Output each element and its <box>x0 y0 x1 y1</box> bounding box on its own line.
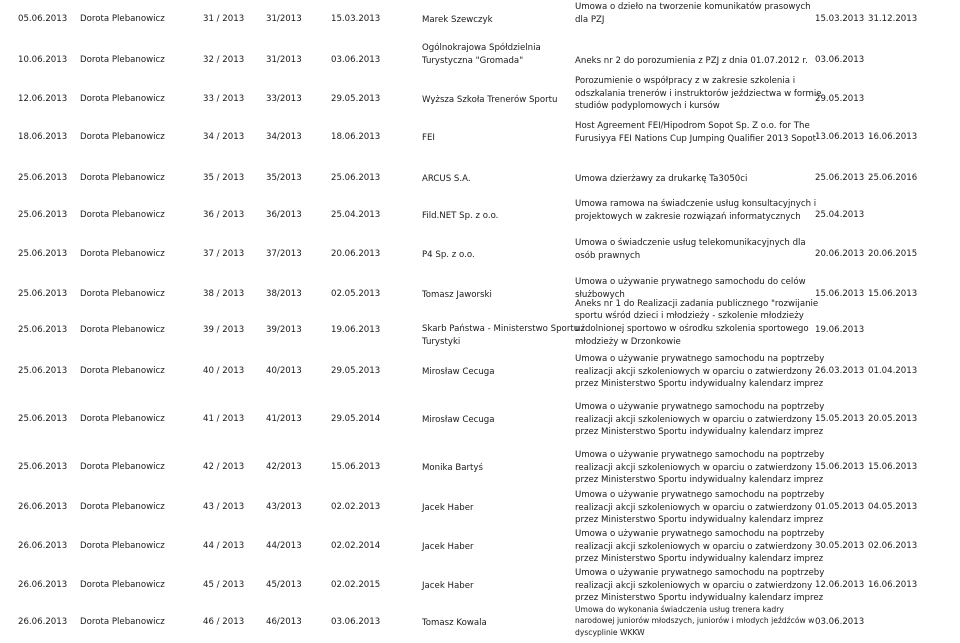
party-cell <box>422 462 483 475</box>
subject-cell-line: Umowa o używanie prywatnego samochodu do celów <box>575 277 806 288</box>
date-cell: 25.06.2013 <box>18 173 68 183</box>
valid-from-cell: 01.05.2013 <box>815 502 865 512</box>
subject-cell-line: służbowych <box>575 289 625 300</box>
person-cell: Dorota Plebanowicz <box>80 173 165 183</box>
party-cell-line: Tomasz Kowala <box>422 617 487 628</box>
date-cell: 26.06.2013 <box>18 541 68 551</box>
register-number-cell: 44/2013 <box>266 541 302 551</box>
signed-date-cell: 29.05.2013 <box>331 94 381 104</box>
valid-to-cell: 16.06.2013 <box>868 132 918 142</box>
subject-cell-line: studiów podyplomowych i kursów <box>575 101 720 112</box>
register-number-cell: 37/2013 <box>266 249 302 259</box>
date-cell: 25.06.2013 <box>18 366 68 376</box>
contract-number-cell: 36 / 2013 <box>203 210 245 220</box>
signed-date-cell: 15.06.2013 <box>331 462 381 472</box>
party-cell-line: Jacek Haber <box>422 502 474 513</box>
valid-from-cell: 26.03.2013 <box>815 366 865 376</box>
subject-cell <box>575 489 824 527</box>
valid-from-cell: 03.06.2013 <box>815 55 865 65</box>
valid-to-cell: 15.06.2013 <box>868 462 918 472</box>
subject-cell <box>575 75 822 113</box>
date-cell: 18.06.2013 <box>18 132 68 142</box>
subject-cell-line: Umowa o używanie prywatnego samochodu na poptrzeby <box>575 402 825 413</box>
subject-cell-line: przez Ministerstwo Sportu indywidualny kalendarz imprez <box>575 554 824 565</box>
person-cell: Dorota Plebanowicz <box>80 541 165 551</box>
register-number-cell: 43/2013 <box>266 502 302 512</box>
subject-cell-line: realizacji akcji szkoleniowych w oparciu o zatwierdzony <box>575 462 813 473</box>
subject-cell-line: Aneks nr 1 do Realizacji zadania publicznego "rozwijanie <box>575 298 819 309</box>
subject-cell <box>575 55 808 68</box>
subject-cell-line: Umowa o używanie prywatnego samochodu na poptrzeby <box>575 529 825 540</box>
subject-cell <box>575 449 824 487</box>
contract-number-cell: 32 / 2013 <box>203 55 245 65</box>
date-cell: 12.06.2013 <box>18 94 68 104</box>
person-cell: Dorota Plebanowicz <box>80 414 165 424</box>
signed-date-cell: 02.02.2015 <box>331 580 381 590</box>
register-number-cell: 39/2013 <box>266 325 302 335</box>
signed-date-cell: 18.06.2013 <box>331 132 381 142</box>
signed-date-cell: 02.02.2013 <box>331 502 381 512</box>
party-cell <box>422 323 584 349</box>
contract-number-cell: 35 / 2013 <box>203 173 245 183</box>
contract-number-cell: 46 / 2013 <box>203 617 245 627</box>
subject-cell-line: realizacji akcji szkoleniowych w oparciu o zatwierdzony <box>575 541 813 552</box>
subject-cell-line: Umowa o świadczenie usług telekomunikacyjnych dla <box>575 238 806 249</box>
person-cell: Dorota Plebanowicz <box>80 249 165 259</box>
subject-cell-line: sportu wśród dzieci i młodzieży - szkolenie młodzieży <box>575 311 804 322</box>
subject-cell-line: Host Agreement FEI/Hipodrom Sopot Sp. Z o.o. for The <box>575 121 810 132</box>
valid-from-cell: 15.05.2013 <box>815 414 865 424</box>
valid-from-cell: 15.03.2013 <box>815 14 865 24</box>
date-cell: 05.06.2013 <box>18 14 68 24</box>
subject-cell-line: Porozumienie o współpracy z w zakresie szkolenia i <box>575 76 796 87</box>
party-cell-line: Mirosław Cecuga <box>422 414 495 425</box>
subject-cell-line: narodowej juniorów młodszych, juniorów i młodych jeźdźców w <box>575 616 815 626</box>
person-cell: Dorota Plebanowicz <box>80 132 165 142</box>
party-cell-line: Marek Szewczyk <box>422 14 493 25</box>
subject-cell-line: dyscyplinie WKKW <box>575 627 645 637</box>
register-number-cell: 34/2013 <box>266 132 302 142</box>
subject-cell <box>575 120 816 145</box>
party-cell-line: P4 Sp. z o.o. <box>422 249 475 260</box>
person-cell: Dorota Plebanowicz <box>80 94 165 104</box>
subject-cell-line: dla PZJ <box>575 14 605 25</box>
date-cell: 25.06.2013 <box>18 325 68 335</box>
subject-cell <box>575 528 824 566</box>
register-number-cell: 41/2013 <box>266 414 302 424</box>
party-cell <box>422 132 435 145</box>
party-cell-line: Jacek Haber <box>422 580 474 591</box>
party-cell-line: Tomasz Jaworski <box>422 289 492 300</box>
party-cell-line: Mirosław Cecuga <box>422 366 495 377</box>
valid-from-cell: 15.06.2013 <box>815 289 865 299</box>
party-cell-line: Skarb Państwa - Ministerstwo Sportu i <box>422 324 585 334</box>
subject-cell-line: przez Ministerstwo Sportu indywidualny kalendarz imprez <box>575 475 824 486</box>
party-cell-line: Fild.NET Sp. z o.o. <box>422 210 499 221</box>
party-cell <box>422 94 558 107</box>
subject-cell-line: przez Ministerstwo Sportu indywidualny kalendarz imprez <box>575 379 824 390</box>
valid-from-cell: 25.06.2013 <box>815 173 865 183</box>
contract-number-cell: 44 / 2013 <box>203 541 245 551</box>
valid-from-cell: 15.06.2013 <box>815 462 865 472</box>
signed-date-cell: 29.05.2014 <box>331 414 381 424</box>
contract-number-cell: 45 / 2013 <box>203 580 245 590</box>
party-cell-line: Turystyczna "Gromada" <box>422 56 524 66</box>
signed-date-cell: 02.02.2014 <box>331 541 381 551</box>
subject-cell-line: realizacji akcji szkoleniowych w oparciu o zatwierdzony <box>575 580 813 591</box>
subject-cell-line: Umowa o używanie prywatnego samochodu na poptrzeby <box>575 490 825 501</box>
valid-to-cell: 20.06.2015 <box>868 249 918 259</box>
subject-cell-line: uzdolnionej sportowo w ośrodku szkolenia sportowego <box>575 323 809 334</box>
subject-cell-line: realizacji akcji szkoleniowych w oparciu o zatwierdzony <box>575 502 813 513</box>
register-number-cell: 35/2013 <box>266 173 302 183</box>
party-cell-line: Jacek Haber <box>422 541 474 552</box>
contract-number-cell: 33 / 2013 <box>203 94 245 104</box>
party-cell <box>422 289 492 302</box>
valid-from-cell: 03.06.2013 <box>815 617 865 627</box>
person-cell: Dorota Plebanowicz <box>80 502 165 512</box>
subject-cell-line: Umowa o używanie prywatnego samochodu na poptrzeby <box>575 568 825 579</box>
valid-to-cell: 02.06.2013 <box>868 541 918 551</box>
person-cell: Dorota Plebanowicz <box>80 55 165 65</box>
person-cell: Dorota Plebanowicz <box>80 366 165 376</box>
valid-from-cell: 20.06.2013 <box>815 249 865 259</box>
subject-cell-line: realizacji akcji szkoleniowych w oparciu o zatwierdzony <box>575 366 813 377</box>
date-cell: 25.06.2013 <box>18 210 68 220</box>
party-cell <box>422 210 498 223</box>
party-cell-line: FEI <box>422 132 435 143</box>
party-cell-line: Monika Bartyś <box>422 462 483 473</box>
subject-cell <box>575 604 814 638</box>
party-cell-line: ARCUS S.A. <box>422 173 471 184</box>
subject-cell <box>575 1 811 26</box>
valid-from-cell: 13.06.2013 <box>815 132 865 142</box>
register-number-cell: 45/2013 <box>266 580 302 590</box>
contract-number-cell: 40 / 2013 <box>203 366 245 376</box>
valid-from-cell: 12.06.2013 <box>815 580 865 590</box>
register-number-cell: 36/2013 <box>266 210 302 220</box>
signed-date-cell: 19.06.2013 <box>331 325 381 335</box>
valid-to-cell: 16.06.2013 <box>868 580 918 590</box>
valid-from-cell: 29.05.2013 <box>815 94 865 104</box>
party-cell-line: Turystyki <box>422 337 461 347</box>
signed-date-cell: 02.05.2013 <box>331 289 381 299</box>
contract-number-cell: 31 / 2013 <box>203 14 245 24</box>
subject-cell-line: Umowa o używanie prywatnego samochodu na poptrzeby <box>575 354 825 365</box>
party-cell <box>422 366 495 379</box>
party-cell <box>422 42 541 68</box>
signed-date-cell: 25.04.2013 <box>331 210 381 220</box>
party-cell <box>422 580 474 593</box>
subject-cell <box>575 173 747 186</box>
person-cell: Dorota Plebanowicz <box>80 617 165 627</box>
date-cell: 25.06.2013 <box>18 462 68 472</box>
subject-cell <box>575 198 816 223</box>
contract-number-cell: 39 / 2013 <box>203 325 245 335</box>
person-cell: Dorota Plebanowicz <box>80 580 165 590</box>
subject-cell-line: Umowa o dzieło na tworzenie komunikatów prasowych <box>575 2 811 13</box>
signed-date-cell: 15.03.2013 <box>331 14 381 24</box>
valid-to-cell: 01.04.2013 <box>868 366 918 376</box>
valid-from-cell: 30.05.2013 <box>815 541 865 551</box>
subject-cell-line: przez Ministerstwo Sportu indywidualny kalendarz imprez <box>575 515 824 526</box>
subject-cell-line: Umowa o używanie prywatnego samochodu na poptrzeby <box>575 450 825 461</box>
valid-to-cell: 15.06.2013 <box>868 289 918 299</box>
contract-number-cell: 43 / 2013 <box>203 502 245 512</box>
date-cell: 26.06.2013 <box>18 502 68 512</box>
valid-from-cell: 25.04.2013 <box>815 210 865 220</box>
party-cell <box>422 617 487 630</box>
subject-cell-line: Umowa ramowa na świadczenie usług konsultacyjnych i <box>575 199 817 210</box>
person-cell: Dorota Plebanowicz <box>80 325 165 335</box>
date-cell: 10.06.2013 <box>18 55 68 65</box>
subject-cell-line: Umowa do wykonania świadczenia usług trenera kadry <box>575 605 784 615</box>
contract-number-cell: 37 / 2013 <box>203 249 245 259</box>
signed-date-cell: 03.06.2013 <box>331 55 381 65</box>
register-number-cell: 46/2013 <box>266 617 302 627</box>
subject-cell-line: odszkalania trenerów i instruktorów jeździectwa w formie <box>575 88 822 99</box>
subject-cell-line: Furusiyya FEI Nations Cup Jumping Qualifier 2013 Sopot <box>575 133 817 144</box>
register-number-cell: 42/2013 <box>266 462 302 472</box>
signed-date-cell: 29.05.2013 <box>331 366 381 376</box>
subject-cell <box>575 401 824 439</box>
subject-cell <box>575 298 818 348</box>
subject-cell-line: Umowa dzierżawy za drukarkę Ta3050ci <box>575 173 748 184</box>
subject-cell <box>575 353 824 391</box>
register-number-cell: 31/2013 <box>266 55 302 65</box>
valid-to-cell: 04.05.2013 <box>868 502 918 512</box>
subject-cell-line: Aneks nr 2 do porozumienia z PZJ z dnia 01.07.2012 r. <box>575 55 808 66</box>
date-cell: 26.06.2013 <box>18 617 68 627</box>
subject-cell-line: przez Ministerstwo Sportu indywidualny kalendarz imprez <box>575 427 824 438</box>
date-cell: 25.06.2013 <box>18 249 68 259</box>
date-cell: 25.06.2013 <box>18 414 68 424</box>
person-cell: Dorota Plebanowicz <box>80 289 165 299</box>
valid-to-cell: 20.05.2013 <box>868 414 918 424</box>
contract-number-cell: 34 / 2013 <box>203 132 245 142</box>
party-cell <box>422 541 474 554</box>
register-number-cell: 31/2013 <box>266 14 302 24</box>
person-cell: Dorota Plebanowicz <box>80 14 165 24</box>
contract-number-cell: 42 / 2013 <box>203 462 245 472</box>
register-number-cell: 33/2013 <box>266 94 302 104</box>
person-cell: Dorota Plebanowicz <box>80 210 165 220</box>
date-cell: 25.06.2013 <box>18 289 68 299</box>
person-cell: Dorota Plebanowicz <box>80 462 165 472</box>
signed-date-cell: 20.06.2013 <box>331 249 381 259</box>
party-cell-line: Ogólnokrajowa Spółdzielnia <box>422 43 541 53</box>
subject-cell-line: osób prawnych <box>575 250 641 261</box>
subject-cell-line: młodzieży w Drzonkowie <box>575 336 681 347</box>
party-cell-line: Wyższa Szkoła Trenerów Sportu <box>422 94 558 105</box>
register-number-cell: 40/2013 <box>266 366 302 376</box>
date-cell: 26.06.2013 <box>18 580 68 590</box>
subject-cell <box>575 567 824 605</box>
subject-cell <box>575 237 806 262</box>
party-cell <box>422 173 471 186</box>
valid-to-cell: 25.06.2016 <box>868 173 918 183</box>
party-cell <box>422 249 475 262</box>
valid-to-cell: 31.12.2013 <box>868 14 918 24</box>
party-cell <box>422 14 493 27</box>
party-cell <box>422 414 495 427</box>
subject-cell-line: przez Ministerstwo Sportu indywidualny kalendarz imprez <box>575 593 824 604</box>
signed-date-cell: 03.06.2013 <box>331 617 381 627</box>
contract-number-cell: 38 / 2013 <box>203 289 245 299</box>
subject-cell-line: realizacji akcji szkoleniowych w oparciu o zatwierdzony <box>575 414 813 425</box>
contract-number-cell: 41 / 2013 <box>203 414 245 424</box>
valid-from-cell: 19.06.2013 <box>815 325 865 335</box>
subject-cell-line: projektowych w zakresie rozwiązań informatycznych <box>575 211 801 222</box>
signed-date-cell: 25.06.2013 <box>331 173 381 183</box>
party-cell <box>422 502 474 515</box>
register-number-cell: 38/2013 <box>266 289 302 299</box>
